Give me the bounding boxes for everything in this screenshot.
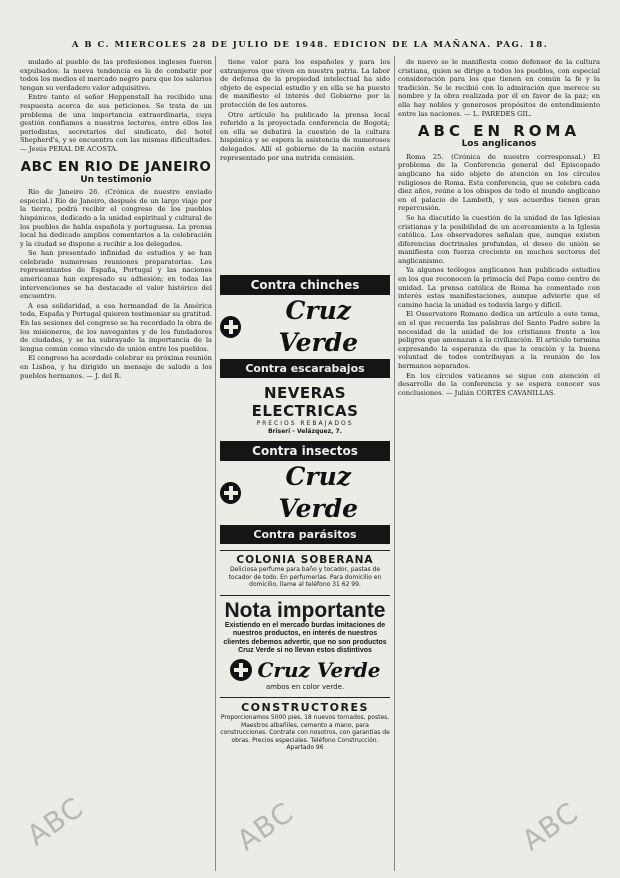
section-subtitle: Un testimonio bbox=[80, 174, 152, 185]
ad-colonia bbox=[220, 550, 390, 589]
article-paragraph: Otro artículo ha publicado la prensa local referido a la proyectada conferencia de Bogotá; en ella se debatirá la cuestión de la cultura hispánica y se espera la asistencia de numerosos delegados. Allí el gobierno de la nación estará representado por una nutrida comisión. bbox=[220, 110, 390, 162]
ad-title: CONSTRUCTORES bbox=[220, 697, 390, 714]
article-paragraph: En los círculos vaticanos se sigue con atención el desarrollo de la conferencia y se espera conocer sus conclusiones. — Julián CORTÉS CAVANILLAS. bbox=[398, 371, 600, 397]
ad-line: Contra parásitos bbox=[220, 525, 390, 544]
column-right bbox=[398, 58, 600, 870]
article-paragraph: El Osservatore Romano dedica un artículo a este tema, en el que recuerda las palabras del Santo Padre sobre la necesidad de la unidad de los cristianos frente a los peligros que amenazan a la civilización. El artículo termina expresando la esperanza de que la oración y la buena voluntad de todos contribuyan a la reunión de los hermanos separados. bbox=[398, 310, 600, 370]
brand-logo bbox=[220, 461, 390, 525]
brand-name: Cruz Verde bbox=[257, 657, 381, 682]
advertisements bbox=[220, 275, 390, 758]
ad-footnote: ambos en color verde. bbox=[265, 682, 345, 691]
article-paragraph: A esa solidaridad, a esa hermandad de la América toda, España y Portugal quieren testimoniar su gratitud. En las sesiones del congreso se ha recordado la obra de los misioneros, de los navegantes y de los fundadores de ciudades, y se ha subrayado la importancia de la lengua común como vínculo de unión entre los pueblos. bbox=[20, 301, 212, 353]
article-paragraph: de nuevo se le manifiesta como defensor de la cultura cristiana, quien se dirige a todos los pueblos, con especial consideración para los que tienen en común la fe y la tradición. Se le recibió con la admiración que merece su nombre y la obra realizada por él en favor de la paz; en ella hay nobles y generosos propósitos de entendimiento entre las naciones. — L. PAREDES GIL. bbox=[398, 58, 600, 118]
brand-name: Cruz Verde bbox=[278, 296, 359, 357]
column-rule bbox=[394, 56, 395, 871]
ad-line: Contra chinches bbox=[220, 275, 390, 295]
page-header: A B C. MIERCOLES 28 DE JULIO DE 1948. EDICION DE LA MAÑANA. PAG. 18. bbox=[71, 40, 549, 50]
article-paragraph: Ya algunos teólogos anglicanos han publicado estudios en los que reconocen la primacía del Papa como centro de unidad. La prensa católica de Roma ha comentado con interés estas manifestaciones, aunque advierte que el camino hacia la unidad es todavía largo y difícil. bbox=[398, 266, 600, 309]
ad-neveras bbox=[220, 384, 390, 435]
column-rule bbox=[215, 56, 216, 871]
watermark: ABC bbox=[230, 795, 300, 858]
article-paragraph: Entre tanto el señor Heppenstall ha recibido una respuesta acerca de sus peticiones. Se trata de un problema de una importancia extraordinaria, cuya gestión confiamos a nuestros lectores, entre ellos los periodistas, secretarios del sindicato, del hotel Shepherd's, y se encuentra con las mismas dificultades. — Jesús PERAL DE ACOSTA. bbox=[20, 93, 212, 153]
ad-title: NEVERAS ELECTRICAS bbox=[251, 384, 359, 420]
cross-icon bbox=[220, 482, 241, 504]
article-paragraph: Roma 25. (Crónica de nuestro corresponsal.) El problema de la Conferencia general del Episcopado anglicano ha sido objeto de atención en los círculos religiosos de Roma. Esta conferencia, que se celebra cada diez años, reúne a los obispos de todo el mundo anglicano en el palacio de Lambeth, y sus acuerdos tienen gran repercusión. bbox=[398, 152, 600, 213]
article-paragraph: Río de Janeiro 26. (Crónica de nuestro enviado especial.) Río de Janeiro, después de un largo viaje por la tierra, podrá recibir el congreso de los pueblos hispánicos, dedicado a la unidad espiritual y cultural de los pueblos de habla española y portuguesa. La prensa local ha dedicado amplios comentarios a la celebración y la ciudad se dispone a recibir a los delegados. bbox=[20, 188, 212, 248]
column-left bbox=[20, 58, 212, 870]
cross-icon bbox=[230, 659, 252, 681]
brand-logo bbox=[220, 295, 390, 359]
column-middle bbox=[220, 58, 390, 270]
ad-nota-importante bbox=[220, 595, 390, 692]
watermark: ABC bbox=[20, 790, 90, 853]
article-paragraph: Se han presentado infinidad de estudios y se han celebrado numerosas reuniones preparatorias. Los representantes de España, Portugal y las naciones americanas han expresado su adhesión; en todas las intervenciones se ha destacado el valor histórico del encuentro. bbox=[20, 249, 212, 301]
section-title: ABC EN RIO DE JANEIRO bbox=[20, 158, 212, 175]
brand-name: Cruz Verde bbox=[278, 462, 359, 523]
article-paragraph: tiene valor para los españoles y para los extranjeros que viven en nuestra patria. La labor de defensa de la propiedad intelectual ha sido objeto de especial estudio y en ella se ha puesto de manifiesto el interés del Gobierno por la protección de los autores. bbox=[220, 58, 390, 109]
ad-cruz-verde-1 bbox=[220, 275, 390, 378]
article-paragraph: mulado al pueblo de las profesiones ingleses fueron expulsados: la nueva tendencia es la de combatir por todos los medios el mercado negro para que los salarios tengan su verdadero valor adquisitivo. bbox=[20, 58, 212, 92]
ad-title: COLONIA SOBERANA bbox=[220, 550, 390, 566]
section-title: ABC EN ROMA bbox=[417, 122, 581, 141]
ad-title: Nota importante bbox=[224, 598, 386, 622]
ad-constructores bbox=[220, 697, 390, 752]
brand-logo bbox=[220, 656, 390, 684]
section-subtitle: Los anglicanos bbox=[461, 139, 537, 150]
article-paragraph: El congreso ha acordado celebrar su próxima reunión en Lisboa, y ha dirigido un mensaje de saludo a los pueblos hermanos. — J. del R. bbox=[20, 354, 212, 380]
ad-text: Proporcionamos 5000 pies, 18 nuevos tornados, postes, Maestros albañiles, cemento a mano, para construcciones. Contrate con nosotros, con garantías de obras. Precios especiales. Teléfono Construcción. Apartado 96 bbox=[220, 714, 390, 751]
article-paragraph: Se ha discutido la cuestión de la unidad de las Iglesias cristianas y la posibilidad de un acercamiento a la Iglesia católica. Los observadores señalan que, aunque existen diferencias doctrinales profundas, el deseo de unión se manifiesta con fuerza creciente en muchos sectores del anglicanismo. bbox=[398, 213, 600, 265]
ad-address: Briseri - Velázquez, 7. bbox=[268, 427, 342, 435]
ad-cruz-verde-2 bbox=[220, 441, 390, 544]
ad-sub: PRECIOS REBAJADOS bbox=[256, 420, 354, 427]
ad-line: Contra insectos bbox=[220, 441, 390, 461]
ad-text: Existiendo en el mercado burdas imitaciones de nuestros productos, en interés de nuestros clientes debemos advertir, que no son productos Cruz Verde si no llevan estos distintivos bbox=[223, 621, 387, 654]
ad-line: Contra escarabajos bbox=[220, 359, 390, 378]
watermark: ABC bbox=[515, 795, 585, 858]
ad-text: Deliciosa perfume para baño y tocador, pastas de tocador de todo. En perfumerías. Para domicilio en domicilio, llame al teléfono 31 62 99. bbox=[228, 566, 382, 588]
cross-icon bbox=[220, 316, 241, 338]
